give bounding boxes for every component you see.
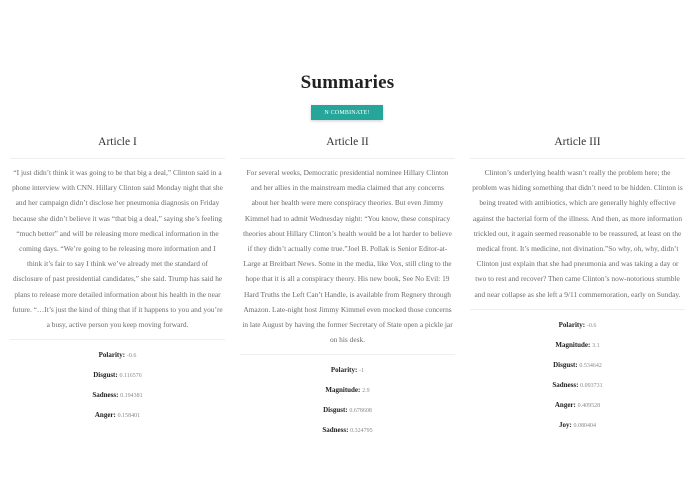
metric-value: 0.409528 xyxy=(577,402,601,409)
page-title: Summaries xyxy=(300,72,395,93)
metric-polarity xyxy=(10,346,225,366)
article-title: Article I xyxy=(98,136,137,148)
metric-magnitude xyxy=(470,336,685,356)
metric-value: 3.1 xyxy=(592,342,600,349)
metric-value: 0.678608 xyxy=(349,408,372,415)
metric-label: Sadness: xyxy=(552,380,579,389)
metric-label: Disgust: xyxy=(323,406,348,415)
article-title: Article III xyxy=(554,136,601,148)
metric-label: Polarity: xyxy=(558,320,586,329)
metric-label: Polarity: xyxy=(330,366,358,375)
metric-magnitude xyxy=(240,381,455,401)
metric-disgust xyxy=(240,401,455,421)
metric-label: Magnitude: xyxy=(325,386,361,395)
metric-joy xyxy=(470,416,685,436)
article-text: “I just didn’t think it was going to be that big a deal,” Clinton said in a phone interview with CNN. Hillary Clinton said Monday night that she and her campaign didn’t disclose her pneumonia diagnosis on Friday because she didn’t believe it was “that big a deal,” saying she’s feeling “much better” and will be releasing more medical information in the coming days. “We’re going to be releasing more information and I think it’s fair to say I think we’ve already met the standard of disclosure of past presidential candidates,” she said. Trump has said he plans to release more detailed information about his health in the near future. “…It’s just the kind of thing that if it happens to you and you’re a busy, active person you keep moving forward. xyxy=(12,168,223,330)
metric-label: Sadness: xyxy=(322,426,349,435)
metric-value: -0.6 xyxy=(586,322,597,329)
articles-container xyxy=(10,134,685,441)
metric-sadness xyxy=(10,386,225,406)
article-title: Article II xyxy=(326,136,369,148)
metric-label: Joy: xyxy=(558,420,572,429)
metric-value: 0.194381 xyxy=(120,393,143,400)
metric-value: 0.080404 xyxy=(573,422,597,429)
divider xyxy=(10,339,225,340)
metric-label: Polarity: xyxy=(98,351,126,360)
metric-label: Magnitude: xyxy=(555,340,591,349)
metric-label: Disgust: xyxy=(93,371,118,380)
metric-label: Sadness: xyxy=(92,391,119,400)
metric-sadness xyxy=(470,376,685,396)
metric-label: Anger: xyxy=(554,400,576,409)
divider xyxy=(240,158,455,159)
article-column-3 xyxy=(470,134,685,441)
divider xyxy=(10,158,225,159)
metric-value: 0.324795 xyxy=(350,428,373,435)
metric-polarity xyxy=(240,361,455,381)
metric-value: 2.9 xyxy=(362,388,370,395)
metric-value: 0.093731 xyxy=(580,382,603,389)
article-column-1 xyxy=(10,134,225,441)
metric-sadness xyxy=(240,421,455,441)
metric-anger xyxy=(10,406,225,426)
metric-value: 0.534642 xyxy=(579,362,602,369)
article-column-2 xyxy=(240,134,455,441)
metric-anger xyxy=(470,396,685,416)
metric-value: 0.116576 xyxy=(119,373,142,380)
metric-disgust xyxy=(470,356,685,376)
metric-value: 0.158401 xyxy=(117,413,141,420)
divider xyxy=(240,354,455,355)
metric-disgust xyxy=(10,366,225,386)
metric-value: -1 xyxy=(359,368,365,375)
metric-value: -0.6 xyxy=(126,353,137,360)
combine-button[interactable]: N COMBINATE! xyxy=(311,105,383,120)
metric-label: Disgust: xyxy=(553,360,578,369)
article-text: For several weeks, Democratic presidential nominee Hillary Clinton and her allies in the mainstream media claimed that any concerns about her health were mere conspiracy theories. But even Jimmy Kimmel had to admit Wednesday night: “You know, these conspiracy theories about Hillary Clinton’s health would be a lot harder to believe if they didn’t actually come true.”Joel B. Pollak is Senior Editor-at-Large at Breitbart News. Some in the media, like Vox, still cling to the hope that it is all a conspiracy theory. His new book, See No Evil: 19 Hard Truths the Left Can’t Handle, is available from Regnery through Amazon. Late-night host Jimmy Kimmel even mocked those concerns in late August by having the former Secretary of State open a pickle jar on his desk. xyxy=(242,168,453,345)
article-text: Clinton’s underlying health wasn’t really the problem here; the problem was hiding something that didn’t need to be hidden. Clinton is being treated with antibiotics, which are generally highly effective against the bacterial form of the illness. And then, as more information trickled out, it again seemed reasonable to be reassured, at least on the medical front. It’s medicine, not divination.”So why, oh, why, didn’t Clinton just explain that she had pneumonia and was taking a day or two to rest and recover? Then came Clinton’s now-notorious stumble and near collapse as she left a 9/11 commemoration, early on Sunday. xyxy=(472,168,683,299)
divider xyxy=(470,309,685,310)
divider xyxy=(470,158,685,159)
metric-label: Anger: xyxy=(94,411,116,420)
metric-polarity xyxy=(470,316,685,336)
